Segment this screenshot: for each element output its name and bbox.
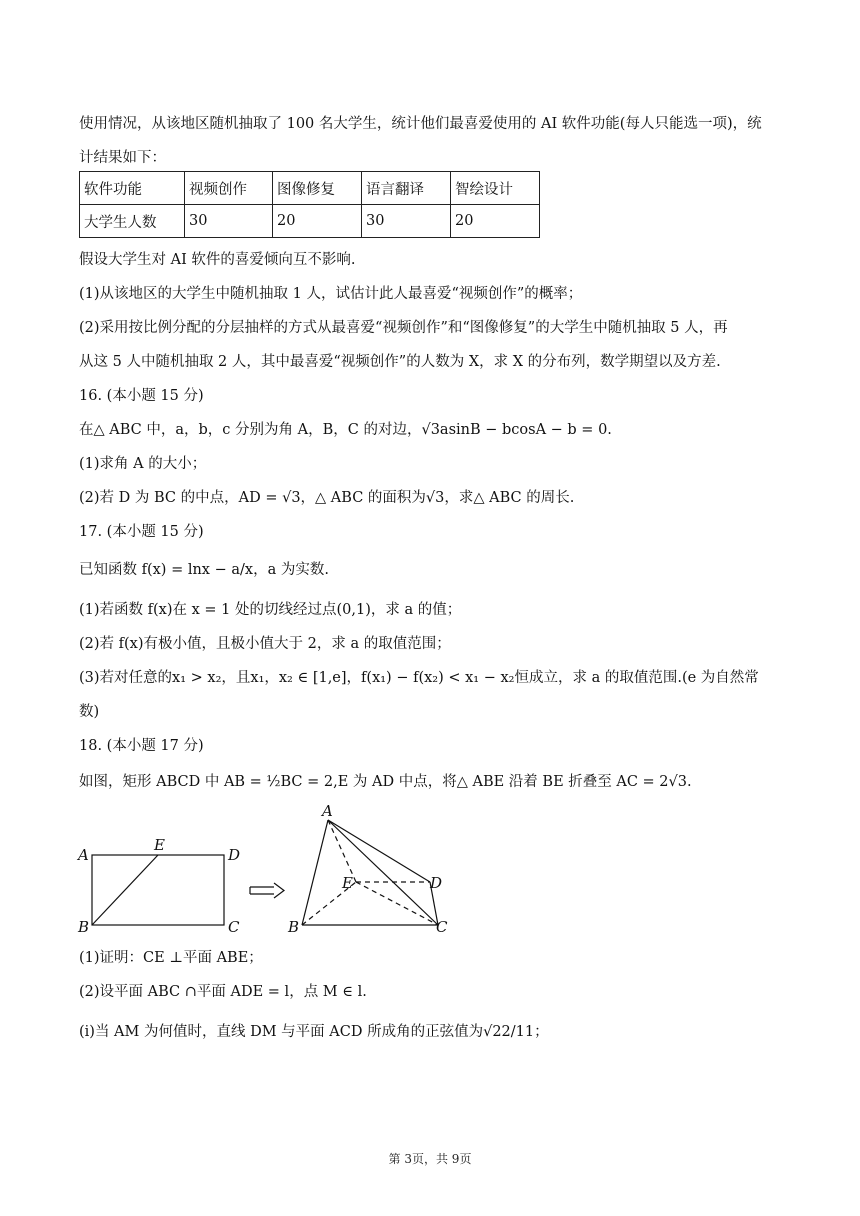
table-cell: 智绘设计: [451, 172, 540, 205]
table-cell: 图像修复: [273, 172, 362, 205]
geometry-figure: [70, 800, 470, 945]
text-line-19: (1)证明：CE ⊥平面 ABE；: [79, 950, 263, 966]
label-c-right: C: [436, 918, 448, 936]
table-header-row: [80, 172, 540, 205]
text-line-15: (3)若对任意的x₁ > x₂，且x₁，x₂ ∈ [1,e]，f(x₁) − f(x₂) < x₁ − x₂恒成立，求 a 的取值范围.(e 为自然常: [79, 670, 759, 686]
label-d-right: D: [430, 874, 443, 892]
text-line-1: 使用情况，从该地区随机抽取了 100 名大学生，统计他们最喜爱使用的 AI 软件功能(每人只能选一项)，统: [79, 116, 762, 132]
text-line-5: (2)采用按比例分配的分层抽样的方式从最喜爱“视频创作”和“图像修复”的大学生中随机抽取 5 人，再: [79, 320, 728, 336]
text-line-21: (i)当 AM 为何值时，直线 DM 与平面 ACD 所成角的正弦值为√22/11；: [79, 1024, 549, 1040]
text-line-18: 如图，矩形 ABCD 中 AB = ½BC = 2,E 为 AD 中点，将△ ABE 沿着 BE 折叠至 AC = 2√3.: [79, 774, 692, 790]
label-e-left: E: [154, 836, 165, 854]
table-cell: 软件功能: [80, 172, 185, 205]
text-line-3: 假设大学生对 AI 软件的喜爱倾向互不影响.: [79, 252, 356, 268]
text-line-12: 已知函数 f(x) = lnx − a/x，a 为实数.: [79, 562, 329, 578]
text-line-16: 数): [79, 704, 100, 720]
text-line-8: 在△ ABC 中，a，b，c 分别为角 A，B，C 的对边，√3asinB − bcosA − b = 0.: [79, 422, 612, 438]
label-e-right: E: [342, 874, 353, 892]
table-cell: 语言翻译: [362, 172, 451, 205]
label-b-left: B: [78, 918, 90, 936]
text-line-4: (1)从该地区的大学生中随机抽取 1 人，试估计此人最喜爱“视频创作”的概率；: [79, 286, 583, 302]
text-line-6: 从这 5 人中随机抽取 2 人，其中最喜爱“视频创作”的人数为 X，求 X 的分布列，数学期望以及方差.: [79, 354, 721, 370]
question-17-heading: 17. (本小题 15 分): [79, 524, 204, 540]
statistics-table: [79, 171, 540, 238]
label-d-left: D: [228, 846, 241, 864]
table-cell: 大学生人数: [80, 205, 185, 238]
table-cell: 20: [451, 205, 540, 238]
label-c-left: C: [228, 918, 240, 936]
table-cell: 30: [362, 205, 451, 238]
text-line-2: 计结果如下：: [79, 150, 166, 166]
label-b-right: B: [288, 918, 300, 936]
label-a-right: A: [322, 802, 333, 820]
question-16-heading: 16. (本小题 15 分): [79, 388, 204, 404]
question-18-heading: 18. (本小题 17 分): [79, 738, 204, 754]
text-line-10: (2)若 D 为 BC 的中点，AD = √3，△ ABC 的面积为√3，求△ ABC 的周长.: [79, 490, 575, 506]
segment-be: [92, 855, 158, 925]
table-cell: 20: [273, 205, 362, 238]
text-line-9: (1)求角 A 的大小；: [79, 456, 207, 472]
text-line-14: (2)若 f(x)有极小值，且极小值大于 2，求 a 的取值范围；: [79, 636, 451, 652]
table-cell: 视频创作: [185, 172, 273, 205]
folded-pyramid: [302, 820, 438, 925]
table-row: [80, 205, 540, 238]
transform-arrow-icon: [250, 883, 284, 898]
text-line-20: (2)设平面 ABC ∩平面 ADE = l，点 M ∈ l.: [79, 984, 367, 1000]
text-line-13: (1)若函数 f(x)在 x = 1 处的切线经过点(0,1)，求 a 的值；: [79, 602, 462, 618]
rectangle-abcd: [92, 855, 224, 925]
page-footer: 第 3页，共 9页: [388, 1152, 472, 1166]
table-cell: 30: [185, 205, 273, 238]
label-a-left: A: [78, 846, 89, 864]
